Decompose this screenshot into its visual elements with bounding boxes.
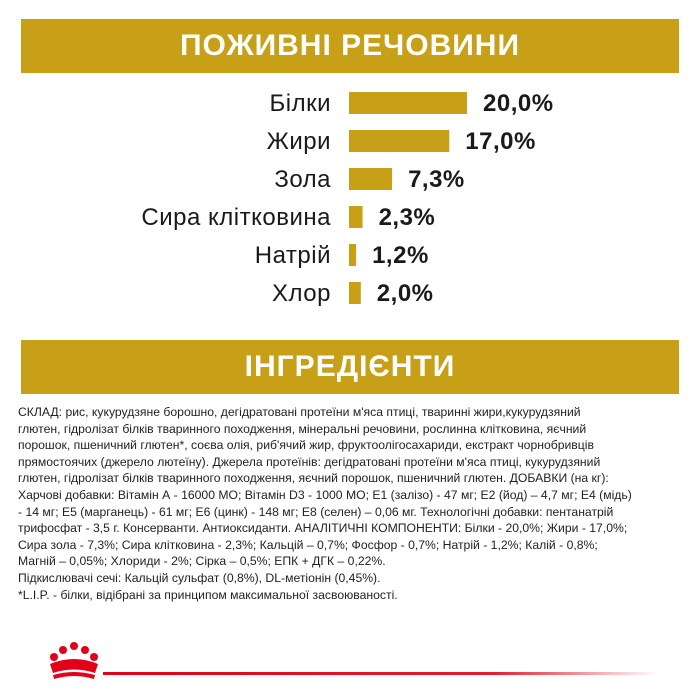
bar	[349, 130, 449, 152]
bar	[349, 206, 363, 228]
ingredients-title: ІНГРЕДІЄНТИ	[244, 350, 456, 383]
bar	[349, 168, 392, 190]
composition-line: - 14 мг; Е5 (марганець) - 61 мг; Е6 (цинк) - 148 мг; Е8 (селен) – 0,06 мг. Технологічні добавки: пентанатрій	[18, 504, 614, 519]
value-label: 17,0%	[465, 128, 536, 155]
nutrients-chart	[0, 86, 700, 316]
category-label: Хлор	[272, 280, 331, 307]
composition-line: *L.I.P. - білки, відібрані за принципом максимальної засвоюваності.	[18, 587, 398, 602]
category-label: Сира клітковина	[141, 204, 331, 231]
nutrients-title: ПОЖИВНІ РЕЧОВИНИ	[179, 29, 521, 62]
bar	[349, 92, 467, 114]
value-label: 2,0%	[376, 280, 434, 307]
category-label: Зола	[274, 166, 331, 193]
value-label: 2,3%	[378, 204, 436, 231]
composition-text	[18, 404, 682, 603]
composition-line: Сира зола - 7,3%; Сира клітковина - 2,3%; Кальцій – 0,7%; Фосфор - 0,7%; Натрій - 1,2%; Калій - 0,8%;	[18, 537, 598, 552]
category-label: Натрій	[254, 242, 331, 269]
bar	[349, 244, 356, 266]
nutrients-banner	[21, 19, 679, 73]
ingredients-banner	[21, 340, 679, 394]
nutrients-chart-svg	[0, 86, 700, 316]
composition-line: Харчові добавки: Вітамін А - 16000 МО; Вітамін D3 - 1000 МО; Е1 (залізо) - 47 мг; Е2 (йод) – 4,7 мг; Е4 (мідь)	[18, 487, 632, 502]
category-label: Жири	[266, 128, 331, 155]
composition-line: Підкислювачі сечі: Кальцій сульфат (0,8%), DL-метіонін (0,45%).	[18, 570, 381, 585]
composition-line: глютен, гідролізат білків тваринного походження, яєчний порошок, пшеничний глютен. ДОБАВКИ (на кг):	[18, 471, 609, 486]
composition-line: трифосфат - 3,5 г. Консерванти. Антиоксиданти. АНАЛІТИЧНІ КОМПОНЕНТИ: Білки - 20,0%; Жири - 17,0%;	[18, 521, 628, 536]
composition-line: СКЛАД: рис, кукурудзяне борошно, дегідратовані протеїни м'яса птиці, тваринні жири,кукурудзяний	[18, 405, 581, 419]
royal-canin-crown-icon	[44, 640, 104, 680]
footer-line	[103, 672, 658, 675]
value-label: 1,2%	[372, 242, 429, 269]
value-label: 20,0%	[483, 90, 554, 117]
bar	[349, 282, 361, 304]
value-label: 7,3%	[408, 166, 465, 193]
composition-line: прямостоячих (джерело лютеїну). Джерела протеїнів: дегідратовані протеїни м'яса птиці, кукурудзяний	[18, 454, 601, 469]
composition-line: порошок, пшеничний глютен*, соєва олія, риб'ячий жир, фруктоолігосахариди, екстракт чорнобривців	[18, 438, 594, 453]
composition-line: глютен, гідролізат білків тваринного походження, мінеральні речовини, рослинна клітковина, яєчний	[18, 421, 587, 436]
composition-line: Магній – 0,05%; Хлориди - 2%; Сірка – 0,5%; ЕПК + ДГК – 0,22%.	[18, 554, 386, 569]
category-label: Білки	[269, 90, 331, 117]
